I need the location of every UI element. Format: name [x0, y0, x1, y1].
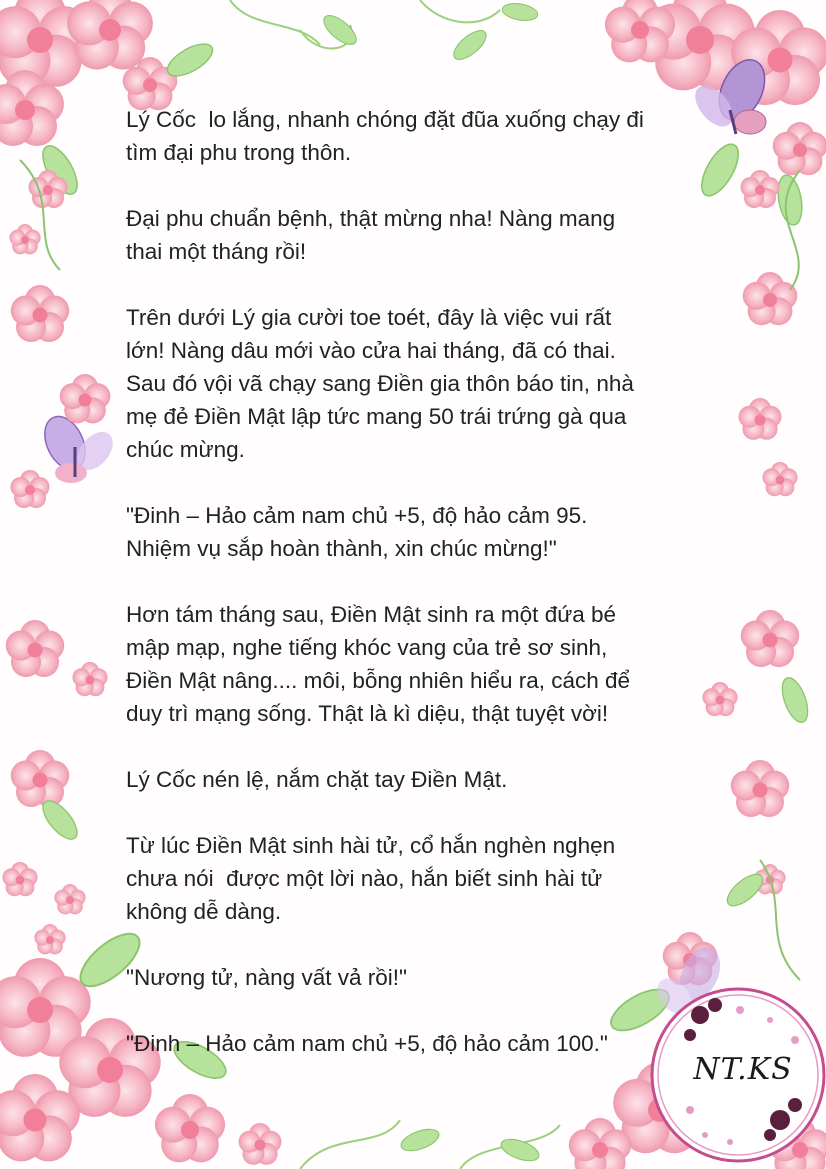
paragraph: "Đinh – Hảo cảm nam chủ +5, độ hảo cảm 100." [126, 1031, 608, 1056]
story-text [126, 103, 716, 1093]
flower-column-right [702, 398, 812, 980]
paragraph: Đại phu chuẩn bệnh, thật mừng nha! Nàng mang thai một tháng rồi! [126, 206, 616, 264]
watermark-label: NT.KS [693, 1052, 793, 1087]
paragraph: "Đinh – Hảo cảm nam chủ +5, độ hảo cảm 95. Nhiệm vụ sắp hoàn thành, xin chúc mừng!" [126, 503, 588, 561]
flower-column-left [2, 285, 110, 954]
paragraph: Hơn tám tháng sau, Điền Mật sinh ra một đứa bé mập mạp, nghe tiếng khóc vang của trẻ sơ sinh, Điền Mật nâng.... môi, bỗng nhiên hiểu ra, cách để duy trì mạng sống. Thật là kì diệu, thật tuyệt vời! [126, 602, 631, 726]
paragraph: "Nương tử, nàng vất vả rồi!" [126, 965, 407, 990]
paragraph: Từ lúc Điền Mật sinh hài tử, cổ hắn nghèn nghẹn chưa nói được một lời nào, hắn biết sinh hài tử không dễ dàng. [126, 833, 616, 924]
paragraph: Trên dưới Lý gia cười toe toét, đây là việc vui rất lớn! Nàng dâu mới vào cửa hai tháng, đã có thai. Sau đó vội vã chạy sang Điền gia thôn báo tin, nhà mẹ đẻ Điền Mật lập tức mang 50 trái trứng gà qua chúc mừng. [126, 305, 634, 462]
vine-top [230, 0, 500, 49]
paragraph: Lý Cốc nén lệ, nắm chặt tay Điền Mật. [126, 767, 508, 792]
paragraph: Lý Cốc lo lắng, nhanh chóng đặt đũa xuống chạy đi tìm đại phu trong thôn. [126, 107, 644, 165]
